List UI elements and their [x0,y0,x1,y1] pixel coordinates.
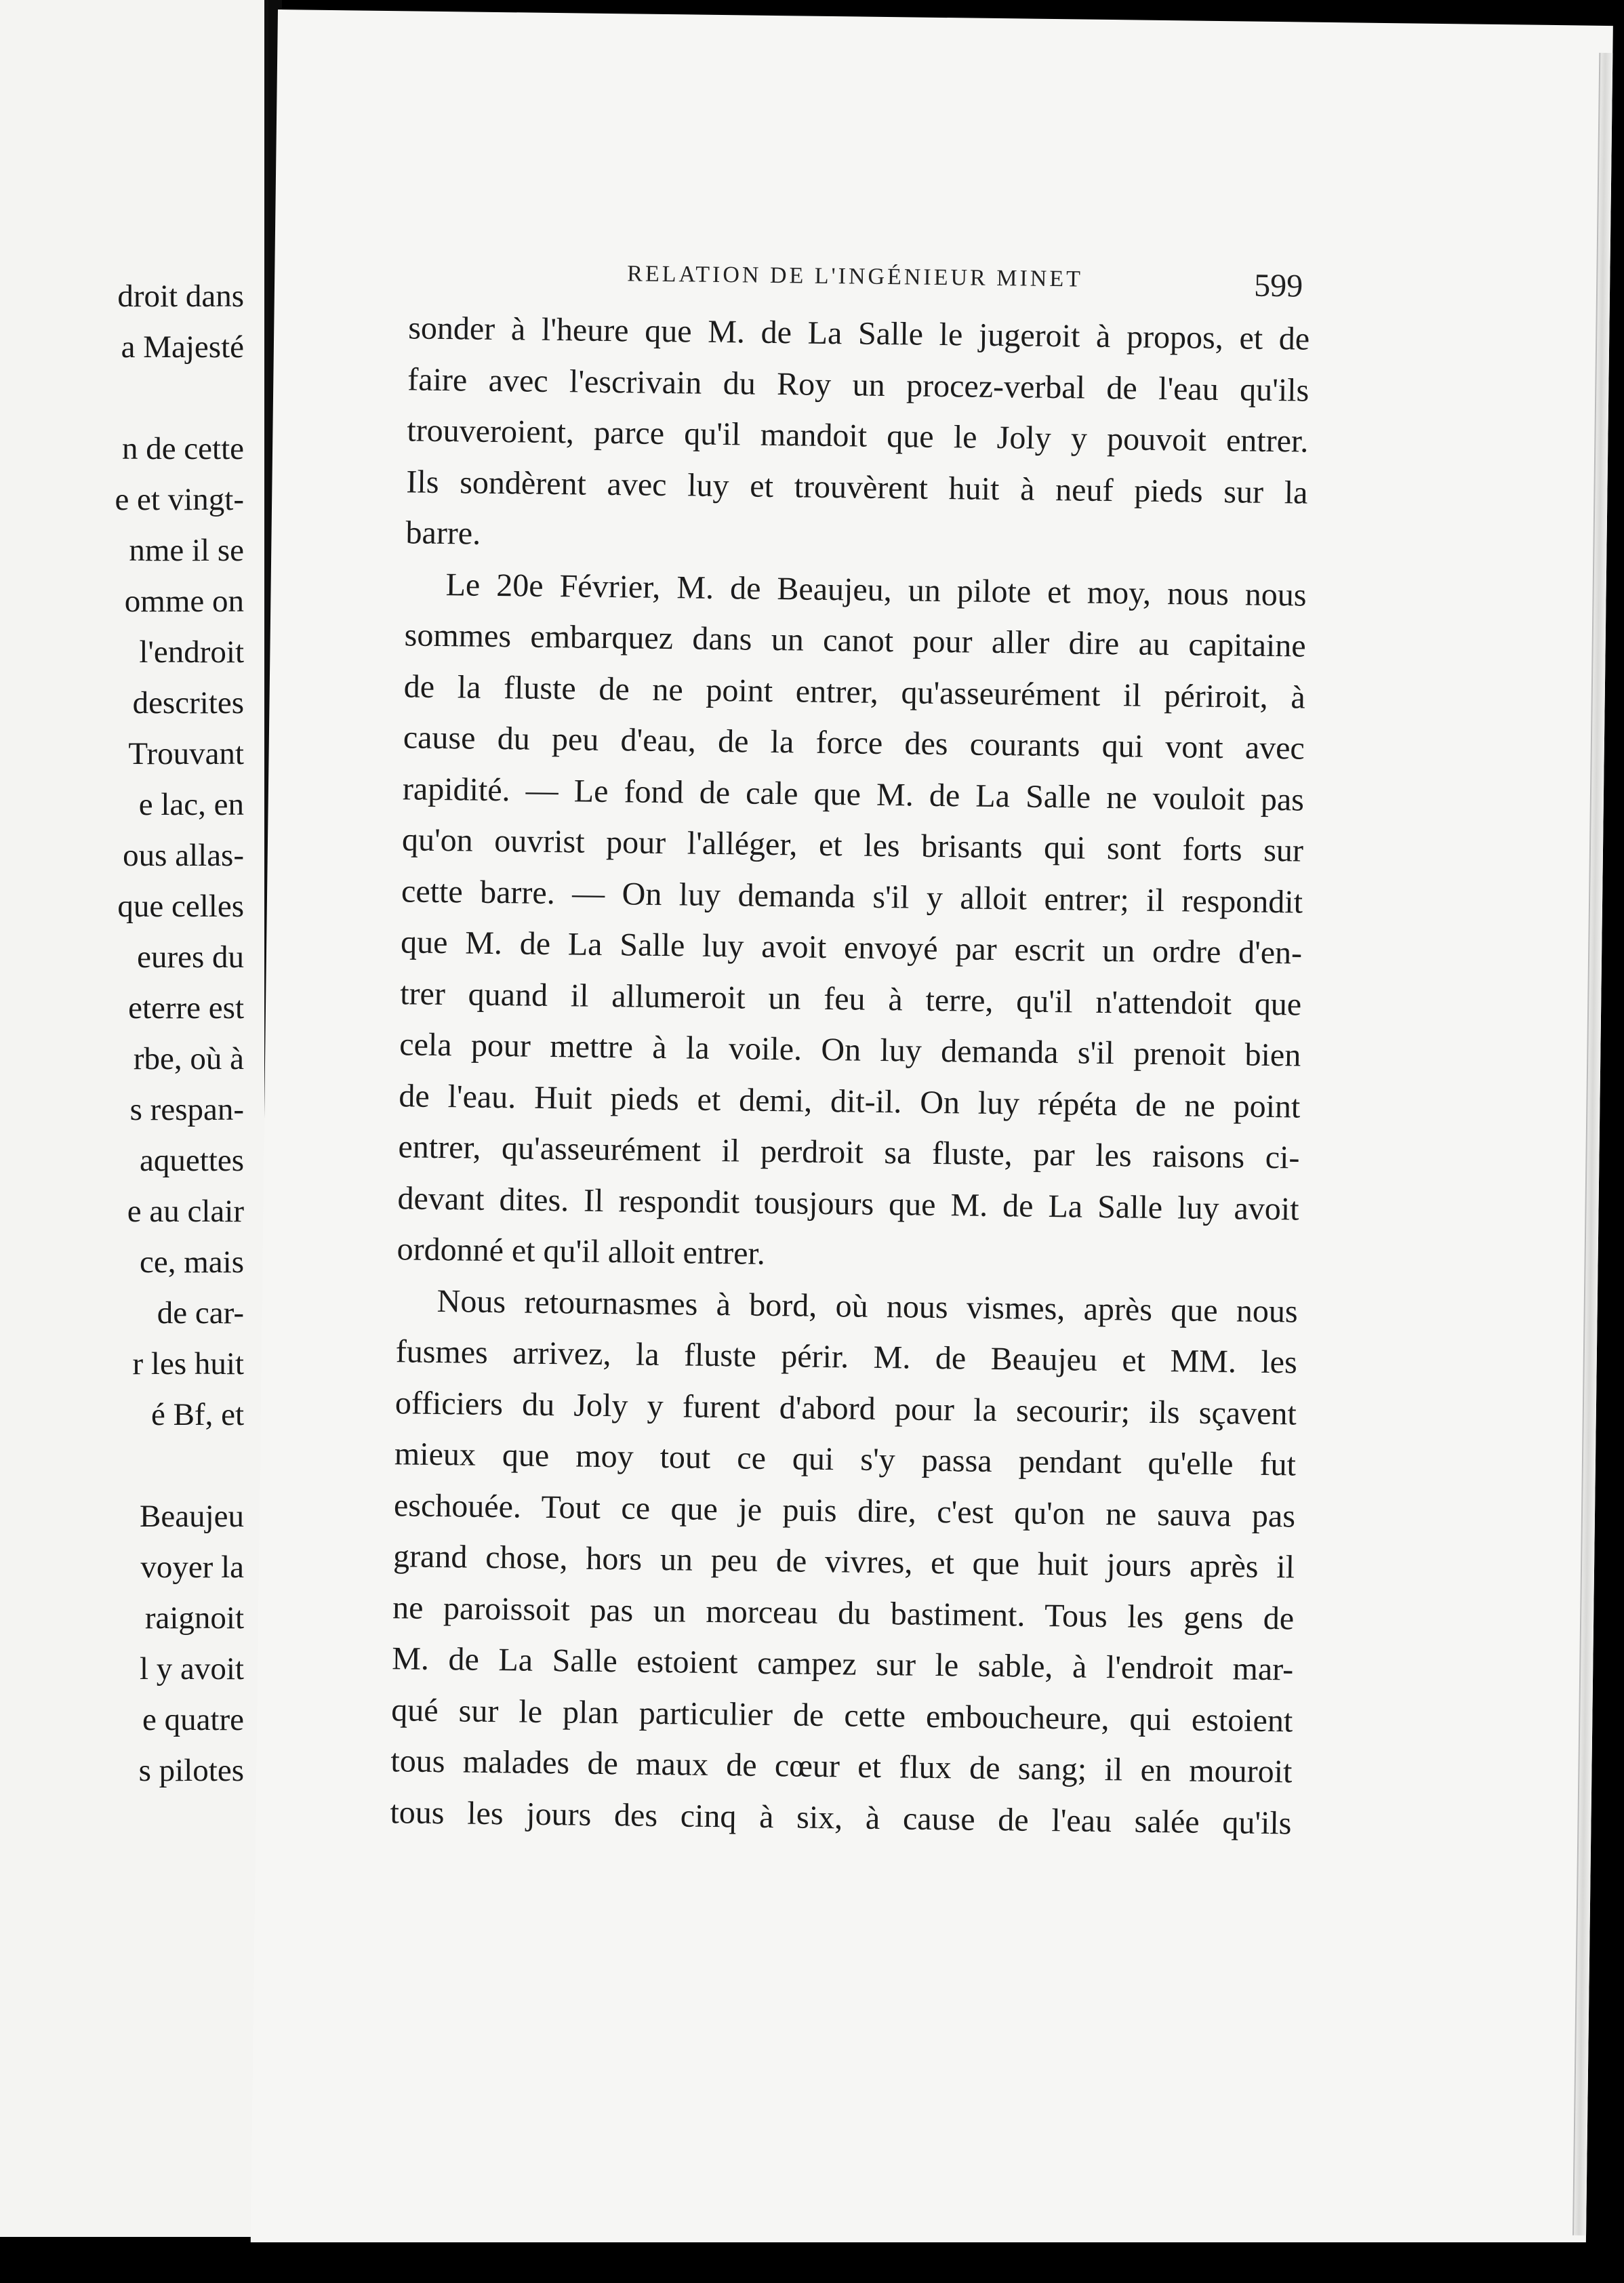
body-line: ne paroissoit pas un morceau du bastiment. Tous les gens de [392,1589,1295,1636]
body-line: grand chose, hors un peu de vivres, et que huit jours après il [392,1538,1295,1585]
body-line: mieux que moy tout ce qui s'y passa pendant qu'elle fut [394,1436,1297,1483]
left-line: raignoit [144,1600,244,1636]
left-line: Trouvant [128,736,244,771]
left-line: s pilotes [138,1753,244,1788]
previous-page-text [115,271,244,1796]
page-edge [1572,53,1612,2236]
page-number: 599 [1253,267,1303,304]
left-line: e au clair [127,1194,244,1229]
body-line: tous malades de maux de cœur et flux de sang; il en mouroit [390,1743,1293,1790]
left-line: ce, mais [140,1245,244,1280]
body-line: cela pour mettre à la voile. On luy demanda s'il prenoit bien [399,1026,1301,1074]
body-line: devant dites. Il respondit tousjours que M. de La Salle luy avoit [397,1179,1299,1228]
left-line: l y avoit [139,1651,244,1686]
left-line: e lac, en [138,787,244,822]
body-line: entrer, qu'asseurément il perdroit sa fluste, par les raisons ci- [398,1129,1300,1176]
body-line: Nous retournasmes à bord, où nous vismes, après que nous [437,1282,1298,1330]
body-line: trer quand il allumeroit un feu à terre, qu'il n'attendoit que [399,975,1302,1023]
body-line: ordonné et qu'il alloit entrer. [397,1231,766,1272]
left-line: droit dans [117,279,244,314]
left-line: de car- [157,1295,244,1331]
body-line: barre. [405,514,481,552]
left-line: e et vingt- [115,482,244,517]
body-line: tous les jours des cinq à six, à cause de l'eau salée qu'ils [390,1794,1292,1841]
left-line: r les huit [132,1346,244,1381]
left-line: Beaujeu [140,1499,244,1534]
body-line: sonder à l'heure que M. de La Salle le jugeroit à propos, et de [407,310,1310,357]
body-line: de l'eau. Huit pieds et demi, dit-il. On luy répéta de ne point [399,1077,1301,1125]
body-line: qu'on ouvrist pour l'alléger, et les brisants qui sont forts sur [401,822,1304,869]
left-line: aquettes [140,1143,244,1178]
body-line: Le 20e Février, M. de Beaujeu, un pilote et moy, nous nous [445,566,1307,613]
previous-page-fragment [0,0,268,2237]
left-line: omme on [124,584,244,619]
left-line: a Majesté [121,329,244,365]
body-line: trouveroient, parce qu'il mandoit que le Joly y pouvoit entrer. [407,412,1309,460]
left-line: e quatre [142,1702,244,1737]
body-line: fusmes arrivez, la fluste périr. M. de Beaujeu et MM. les [395,1333,1298,1381]
left-line: é Bf, et [150,1397,244,1432]
page-body [390,302,1310,1848]
left-line: descrites [132,685,244,721]
body-line: que M. de La Salle luy avoit envoyé par escrit un ordre d'en- [400,924,1303,971]
left-line: ous allas- [123,838,244,873]
body-line: Ils sondèrent avec luy et trouvèrent huit à neuf pieds sur la [406,463,1308,511]
running-head: RELATION DE L'INGÉNIEUR MINET [627,261,1084,292]
left-line [115,1440,244,1491]
left-line: voyer la [140,1550,244,1585]
body-line: eschouée. Tout ce que je puis dire, c'est qu'on ne sauva pas [393,1487,1296,1535]
body-line: de la fluste de ne point entrer, qu'asseurément il périroit, à [403,668,1306,716]
left-line: eterre est [128,990,244,1026]
left-line: nme il se [129,533,244,568]
left-line: s respan- [129,1092,244,1127]
left-line: n de cette [121,431,244,466]
body-line: cause du peu d'eau, de la force des courants qui vont avec [403,719,1305,767]
scan-background [0,2242,1624,2283]
body-line: M. de La Salle estoient campez sur le sable, à l'endroit mar- [391,1640,1294,1688]
body-line: qué sur le plan particulier de cette embouchеure, qui estoient [391,1691,1293,1739]
body-line: officiers du Joly y furent d'abord pour la secourir; ils sçavent [394,1384,1297,1432]
left-line: que celles [117,889,244,924]
left-line: rbe, où à [133,1041,244,1076]
body-line: cette barre. — On luy demanda s'il y alloit entrer; il respondit [401,872,1303,921]
body-line: rapidité. — Le fond de cale que M. de La Salle ne vouloit pas [402,770,1305,818]
body-line: sommes embarquez dans un canot pour aller dire au capitaine [404,617,1306,664]
body-line: faire avec l'escrivain du Roy un procez-verbal de l'eau qu'ils [407,361,1310,409]
book-page [251,9,1613,2263]
left-line: l'endroit [139,634,244,670]
left-line [115,373,244,424]
left-line: eures du [137,940,244,975]
